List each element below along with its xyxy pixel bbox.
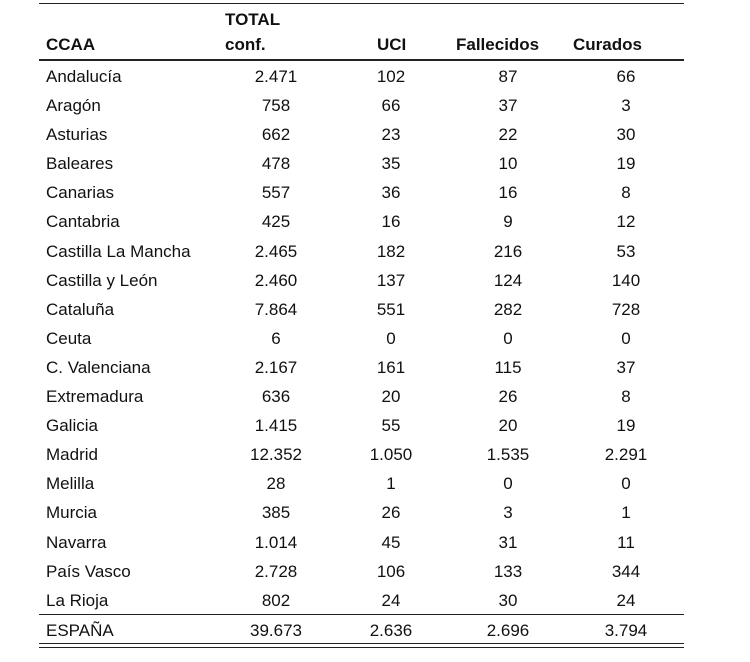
cell-region: Extremadura bbox=[46, 387, 144, 407]
cell-deaths: 87 bbox=[498, 67, 518, 86]
cell-total-confirmed: 385 bbox=[261, 503, 291, 523]
total-confirmed: 39.673 bbox=[250, 621, 302, 640]
table-row bbox=[39, 237, 684, 266]
header-total-line1: TOTAL bbox=[225, 10, 281, 29]
cell-region: País Vasco bbox=[46, 561, 131, 581]
cell-recovered: 8 bbox=[621, 183, 631, 203]
cell-icu: 23 bbox=[381, 125, 401, 145]
cell-total-confirmed: 425 bbox=[261, 212, 291, 232]
cell-recovered: 8 bbox=[621, 387, 631, 407]
table-row bbox=[39, 266, 684, 295]
cell-region: Melilla bbox=[46, 474, 95, 494]
cell-deaths: 282 bbox=[493, 299, 523, 319]
cell-region: Madrid bbox=[46, 445, 98, 465]
cell-icu: 35 bbox=[381, 154, 401, 174]
header-recovered: Curados bbox=[573, 35, 642, 54]
cell-recovered: 24 bbox=[616, 590, 636, 610]
table-row bbox=[39, 178, 684, 207]
cell-deaths: 10 bbox=[498, 154, 518, 174]
total-recovered: 3.794 bbox=[604, 621, 648, 640]
cell-deaths: 16 bbox=[498, 183, 518, 203]
header-rule bbox=[39, 59, 684, 61]
table-row bbox=[39, 295, 684, 324]
cell-deaths: 31 bbox=[498, 532, 518, 552]
cell-region: Cantabria bbox=[46, 212, 120, 232]
cell-total-confirmed: 478 bbox=[261, 154, 291, 174]
bottom-rule-2 bbox=[39, 647, 684, 648]
cell-deaths: 9 bbox=[503, 212, 513, 232]
cell-total-confirmed: 2.465 bbox=[254, 241, 298, 261]
cell-deaths: 37 bbox=[498, 96, 518, 116]
cell-total-confirmed: 557 bbox=[261, 183, 291, 203]
cell-icu: 1 bbox=[386, 474, 396, 494]
cell-deaths: 20 bbox=[498, 416, 518, 436]
cell-icu: 16 bbox=[381, 212, 401, 232]
total-region: ESPAÑA bbox=[46, 621, 114, 640]
cell-region: Castilla y León bbox=[46, 270, 158, 290]
cell-recovered: 728 bbox=[611, 299, 641, 319]
top-rule bbox=[39, 3, 684, 4]
cell-icu: 26 bbox=[381, 503, 401, 523]
cell-total-confirmed: 2.167 bbox=[254, 357, 298, 377]
cell-region: Asturias bbox=[46, 125, 108, 145]
table-row bbox=[39, 469, 684, 498]
cell-deaths: 3 bbox=[503, 503, 513, 523]
table-row bbox=[39, 149, 684, 178]
cell-region: Ceuta bbox=[46, 328, 92, 348]
cell-recovered: 2.291 bbox=[604, 445, 648, 465]
cell-recovered: 0 bbox=[621, 474, 631, 494]
table-row bbox=[39, 528, 684, 557]
cell-region: Andalucía bbox=[46, 67, 122, 86]
cell-deaths: 22 bbox=[498, 125, 518, 145]
cell-icu: 161 bbox=[376, 357, 406, 377]
cell-icu: 551 bbox=[376, 299, 406, 319]
cell-region: Aragón bbox=[46, 96, 101, 116]
total-row bbox=[39, 616, 684, 645]
cell-region: Galicia bbox=[46, 416, 98, 436]
header-total-line2: conf. bbox=[225, 35, 266, 54]
cell-total-confirmed: 802 bbox=[261, 590, 291, 610]
cell-recovered: 0 bbox=[621, 328, 631, 348]
cell-region: Murcia bbox=[46, 503, 98, 523]
cell-icu: 137 bbox=[376, 270, 406, 290]
cell-recovered: 19 bbox=[616, 416, 636, 436]
cell-recovered: 140 bbox=[611, 270, 641, 290]
cell-total-confirmed: 636 bbox=[261, 387, 291, 407]
table-row bbox=[39, 91, 684, 120]
cell-region: C. Valenciana bbox=[46, 357, 151, 377]
cell-deaths: 0 bbox=[503, 474, 513, 494]
cell-deaths: 1.535 bbox=[486, 445, 530, 465]
cell-recovered: 37 bbox=[616, 357, 636, 377]
table-row bbox=[39, 382, 684, 411]
cell-total-confirmed: 758 bbox=[261, 96, 291, 116]
header-region: CCAA bbox=[46, 35, 96, 54]
table-row bbox=[39, 62, 684, 91]
cell-recovered: 53 bbox=[616, 241, 636, 261]
header-icu: UCI bbox=[377, 35, 407, 54]
cell-region: Navarra bbox=[46, 532, 107, 552]
cell-total-confirmed: 1.014 bbox=[254, 532, 298, 552]
cell-icu: 66 bbox=[381, 96, 401, 116]
table-body bbox=[39, 62, 684, 615]
table-row bbox=[39, 586, 684, 615]
cell-icu: 182 bbox=[376, 241, 406, 261]
cell-total-confirmed: 662 bbox=[261, 125, 291, 145]
cell-icu: 102 bbox=[376, 67, 406, 86]
cell-icu: 45 bbox=[381, 532, 401, 552]
cell-recovered: 11 bbox=[617, 532, 635, 552]
cell-recovered: 12 bbox=[616, 212, 636, 232]
cell-deaths: 26 bbox=[498, 387, 518, 407]
cell-deaths: 124 bbox=[493, 270, 523, 290]
cell-recovered: 66 bbox=[616, 67, 636, 86]
cell-recovered: 1 bbox=[621, 503, 631, 523]
cell-region: Baleares bbox=[46, 154, 114, 174]
table-row bbox=[39, 411, 684, 440]
table-row bbox=[39, 207, 684, 236]
bottom-rule-1 bbox=[39, 643, 684, 644]
table-row bbox=[39, 557, 684, 586]
header-row bbox=[39, 6, 684, 60]
cell-icu: 24 bbox=[381, 590, 401, 610]
total-icu: 2.636 bbox=[369, 621, 413, 640]
cell-icu: 106 bbox=[376, 561, 406, 581]
table-row bbox=[39, 353, 684, 382]
cell-icu: 1.050 bbox=[369, 445, 413, 465]
cell-deaths: 133 bbox=[493, 561, 523, 581]
table-row bbox=[39, 324, 684, 353]
cell-deaths: 0 bbox=[503, 328, 513, 348]
cell-region: Castilla La Mancha bbox=[46, 241, 191, 261]
cell-total-confirmed: 2.471 bbox=[254, 67, 298, 86]
cell-total-confirmed: 1.415 bbox=[254, 416, 298, 436]
cell-total-confirmed: 6 bbox=[271, 328, 281, 348]
table-row bbox=[39, 498, 684, 527]
cell-region: Cataluña bbox=[46, 299, 115, 319]
cell-icu: 36 bbox=[381, 183, 401, 203]
cell-region: Canarias bbox=[46, 183, 115, 203]
cell-icu: 20 bbox=[381, 387, 401, 407]
total-rule bbox=[39, 614, 684, 615]
cell-deaths: 30 bbox=[498, 590, 518, 610]
cell-total-confirmed: 2.460 bbox=[254, 270, 298, 290]
total-deaths: 2.696 bbox=[486, 621, 530, 640]
cell-recovered: 30 bbox=[616, 125, 636, 145]
cell-total-confirmed: 7.864 bbox=[254, 299, 298, 319]
cell-total-confirmed: 2.728 bbox=[254, 561, 298, 581]
cell-deaths: 115 bbox=[494, 357, 522, 377]
table-row bbox=[39, 440, 684, 469]
cell-recovered: 344 bbox=[611, 561, 641, 581]
cell-recovered: 19 bbox=[616, 154, 636, 174]
cell-total-confirmed: 12.352 bbox=[250, 445, 302, 465]
cell-deaths: 216 bbox=[493, 241, 523, 261]
cell-recovered: 3 bbox=[621, 96, 631, 116]
table-row bbox=[39, 120, 684, 149]
cell-region: La Rioja bbox=[46, 590, 109, 610]
cell-icu: 55 bbox=[381, 416, 401, 436]
cell-total-confirmed: 28 bbox=[266, 474, 286, 494]
header-deaths: Fallecidos bbox=[456, 35, 540, 54]
cell-icu: 0 bbox=[386, 328, 396, 348]
